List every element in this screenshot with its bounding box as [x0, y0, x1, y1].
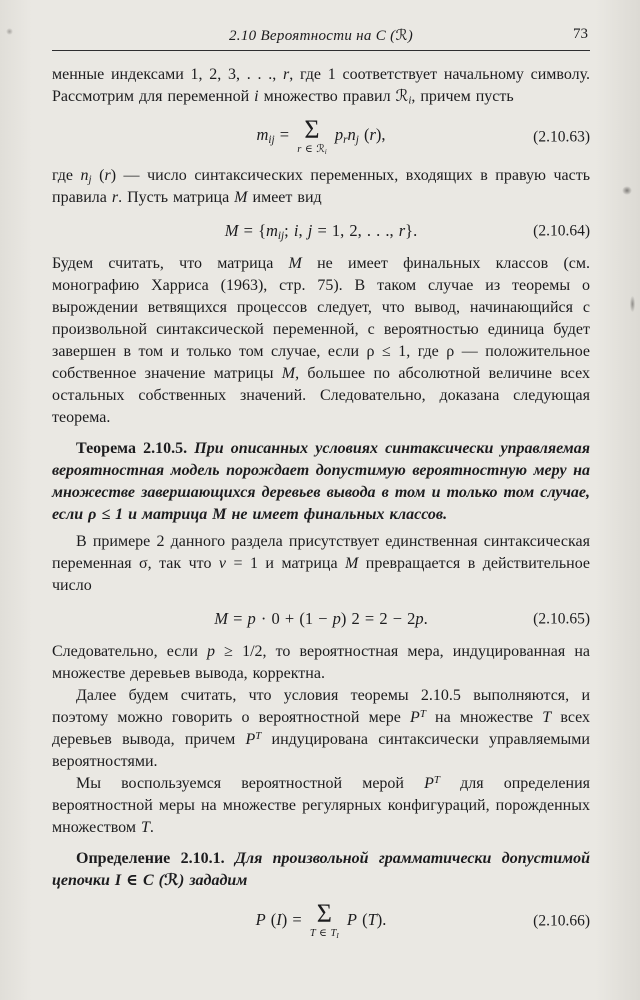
equation-math: M = p · 0 + (1 − p) 2 = 2 − 2p.: [214, 609, 428, 629]
definition-2-10-1: [52, 848, 590, 892]
equation-lhs: P (I) =: [255, 909, 307, 929]
sigma-symbol: Σ: [316, 899, 332, 929]
definition-label: Определение 2.10.1.: [76, 850, 225, 868]
equation-number: (2.10.64): [533, 222, 590, 240]
summation-limits: T ∈ $T_I$: [309, 927, 339, 940]
summation-operator: [297, 115, 327, 156]
para-rule-count: где $n_j$ (r) — число синтаксических переменных, входящих в правую часть правила r. Пусть матрица M имеет вид: [52, 167, 591, 207]
equation-number: (2.10.63): [533, 127, 590, 145]
page-number: 73: [573, 26, 588, 42]
summation-operator: [309, 899, 339, 940]
running-title: 2.10 Вероятности на C (ℛ): [228, 28, 414, 44]
scan-smudge-artifact: [630, 296, 635, 312]
equation-2-10-66: [52, 899, 590, 940]
equation-rhs: $p_rn_j$ (r),: [334, 125, 386, 147]
para-example-2: В примере 2 данного раздела присутствует единственная синтаксическая переменная σ, так что v = 1 и матрица M превращается в действительное число: [52, 533, 591, 595]
equation-2-10-65: [52, 607, 590, 631]
theorem-label: Теорема 2.10.5.: [76, 440, 188, 458]
equation-math: [255, 899, 387, 940]
equation-math: $M = \{m_{ij}$; i, j = 1, 2, . . ., r}.: [224, 221, 418, 243]
para-probability-measure: Далее будем считать, что условия теоремы 2.10.5 выполняются, и поэтому можно говорить о вероятностной мере $P^T$ на множестве T всех деревьев вывода, причем $P^T$ индуцирована синтаксически управляемыми вероятностями.: [52, 687, 590, 771]
definition-statement: Для произвольной грамматически допустимой цепочки I ∈ C (ℛ) зададим: [52, 850, 591, 890]
sigma-symbol: Σ: [304, 115, 320, 144]
scan-smudge-artifact: [622, 186, 632, 195]
equation-lhs: $m_{ij}$ =: [256, 125, 295, 147]
equation-number: (2.10.65): [533, 610, 590, 628]
para-measure-correct: Следовательно, если p ≥ 1/2, то вероятностная мера, индуцированная на множестве деревьев вывода, корректна.: [52, 643, 590, 683]
equation-2-10-64: [52, 219, 590, 243]
page-body: [52, 64, 590, 939]
theorem-statement: При описанных условиях синтаксически управляемая вероятностная модель порождает допустимую вероятностную меру на множестве завершающихся деревьев вывода в том и только том случае, если ρ ≤ 1 и матрица M не имеет финальных классов.: [52, 440, 590, 524]
theorem-2-10-5: [52, 438, 590, 526]
equation-number: (2.10.66): [533, 912, 590, 930]
equation-math: [256, 115, 386, 156]
running-header: [52, 26, 590, 47]
para-variable-indices: менные индексами 1, 2, 3, . . ., r, где 1 соответствует начальному символу. Рассмотрим для переменной i множество правил ℛ$_i$, причем пусть: [52, 66, 590, 107]
equation-rhs: P (T).: [346, 909, 387, 929]
equation-2-10-63: [52, 115, 590, 156]
para-final-classes: Будем считать, что матрица M не имеет финальных классов (см. монографию Харриса (1963), стр. 75). В таком случае из теоремы о вырождении ветвящихся процессов следует, что вывод, начинающийся с произвольной синтаксической переменной, с вероятностью единица будет завершен в том и только том случае, если ρ ≤ 1, где ρ — положительное собственное значение матрицы M, большее по абсолютной величине всех остальных собственных значений. Следовательно, доказана следующая теорема.: [52, 255, 590, 427]
summation-limits: r ∈ ℛ$_i$: [297, 143, 327, 156]
scan-smudge-artifact: [6, 28, 13, 35]
para-regular-configurations: Мы воспользуемся вероятностной мерой $P^T$ для определения вероятностной меры на множестве регулярных конфигураций, порожденных множеством T.: [52, 774, 591, 837]
header-rule: [52, 50, 590, 51]
